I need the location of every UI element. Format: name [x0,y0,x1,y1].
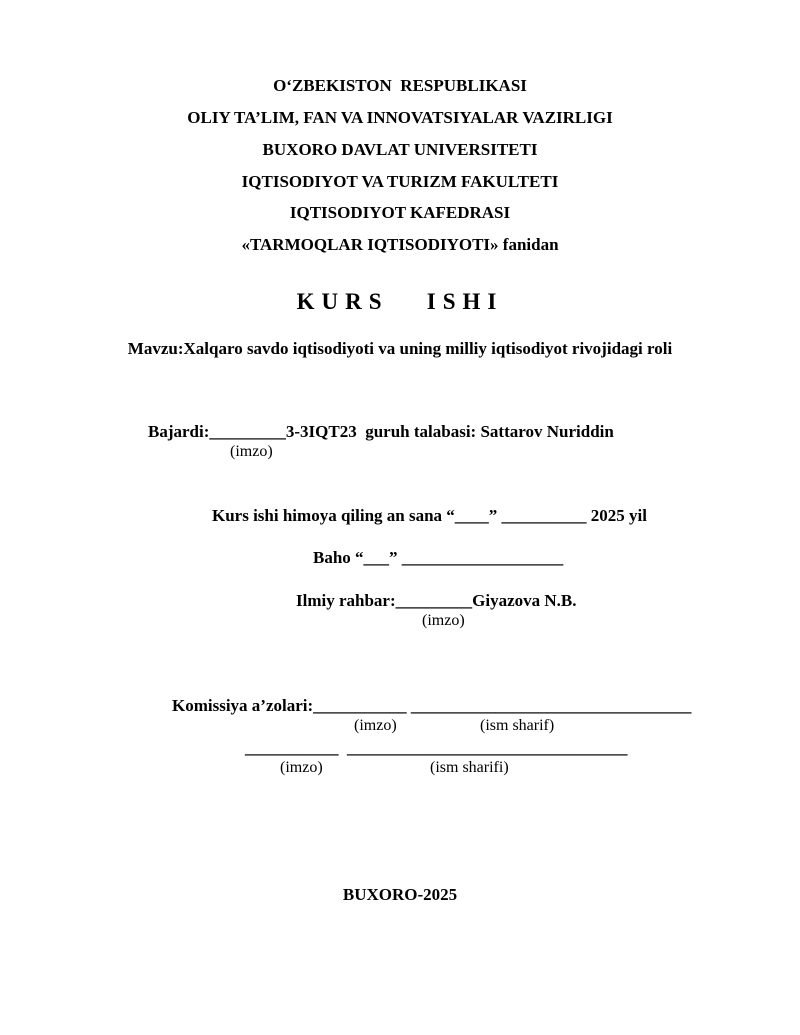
header-faculty: IQTISODIYOT VA TURIZM FAKULTETI [241,172,559,191]
header-republic: O‘ZBEKISTON RESPUBLIKASI [273,76,527,95]
header-ministry: OLIY TA’LIM, FAN VA INNOVATSIYALAR VAZIRLIGI [187,108,613,127]
performer-signature-caption: (imzo) [230,443,273,460]
defense-date-line: Kurs ishi himoya qiling an sana “____” __________ 2025 yil [212,506,647,525]
grade-line: Baho “___” ___________________ [313,548,564,567]
performer-line: Bajardi:_________3-3IQT23 guruh talabasi: Sattarov Nuriddin [148,422,614,441]
header-university: BUXORO DAVLAT UNIVERSITETI [262,140,538,159]
commission-caption-1-name: (ism sharif) [480,717,555,734]
document-title: KURS ISHI [296,289,504,314]
commission-caption-1-signature: (imzo) [354,717,397,734]
commission-caption-2-name: (ism sharifi) [430,759,509,776]
commission-line-2: ___________ _________________________________ [245,738,628,757]
header-department: IQTISODIYOT KAFEDRASI [289,203,511,222]
supervisor-line: Ilmiy rahbar:_________Giyazova N.B. [296,591,577,610]
commission-caption-2-signature: (imzo) [280,759,323,776]
topic: Mavzu:Xalqaro savdo iqtisodiyoti va uning milliy iqtisodiyot rivojidagi roli [127,339,673,358]
supervisor-signature-caption: (imzo) [422,612,465,629]
commission-line-1: Komissiya a’zolari:___________ _________________________________ [172,696,692,715]
footer-city-year: BUXORO-2025 [342,885,458,904]
header-subject: «TARMOQLAR IQTISODIYOTI» fanidan [241,235,559,254]
